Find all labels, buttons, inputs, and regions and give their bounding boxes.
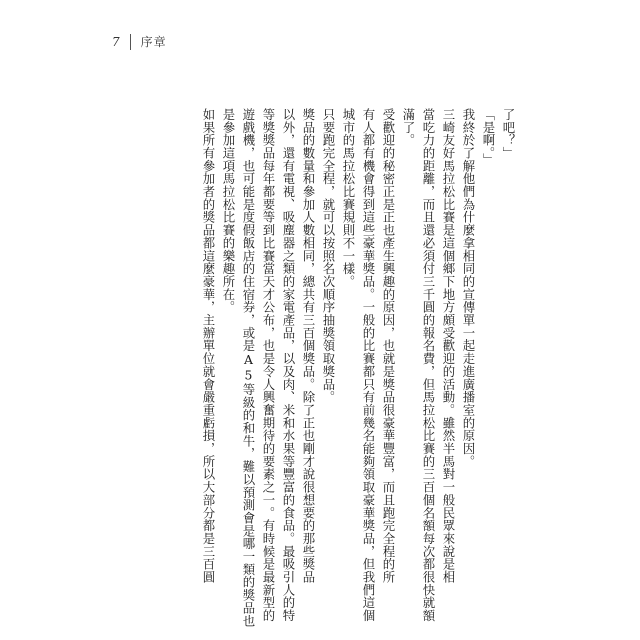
text-column: 當吃力的距離，而且還必須付三千圓的報名費，但馬拉松比賽的三百個名額每次都很快就額	[421, 108, 436, 622]
text-column: 遊戲機，也可能是度假飯店的住宿券，或是A5等級的和牛，難以預測會是哪一類的獎品也	[241, 108, 256, 628]
text-column: 受歡迎的秘密正是正也產生興趣的原因，也就是獎品很豪華豐富，而且跑完全程的所	[381, 108, 396, 584]
text-column: 獎品的數量和參加人數相同，總共有三百個獎品。除了正也剛才說很想要的那些獎品	[301, 108, 316, 584]
text-column: 只要跑完全程，就可以按照名次順序抽獎領取獎品。	[321, 108, 336, 404]
text-column: 滿了。	[401, 108, 416, 147]
text-column: 我終於了解他們為什麼拿相同的宣傳單一起走進廣播室的原因。	[461, 108, 476, 468]
text-column: 「是啊。」	[481, 108, 496, 167]
text-column: 城市的馬拉松比賽規則不一樣。	[341, 108, 356, 288]
chapter-title: 序章	[140, 35, 167, 49]
page-number: 7	[112, 34, 120, 49]
header-divider	[130, 34, 131, 50]
text-column: 等獎獎品每年都要等到比賽當天才公布，也是令人興奮期待的要素之一。有時候是最新型的	[261, 108, 276, 622]
text-column: 以外，還有電視、吸塵器之類的家電產品，以及肉、米和水果等豐富的食品。最吸引人的特	[281, 108, 296, 622]
text-column: 有人都有機會得到這些豪華獎品。一般的比賽都只有前幾名能夠領取豪華獎品，但我們這個	[361, 108, 376, 622]
text-column: 如果所有參加者的獎品都這麼豪華，主辦單位就會嚴重虧損，所以大部分都是三百圓	[201, 108, 216, 584]
running-header	[112, 33, 167, 50]
text-column: 是參加這項馬拉松比賽的樂趣所在。	[221, 108, 236, 314]
text-column: 三崎友好馬拉松比賽是這個鄉下地方頗受歡迎的活動。雖然半馬對一般民眾來說是相	[441, 108, 456, 584]
text-column: 了吧？」	[501, 108, 516, 160]
